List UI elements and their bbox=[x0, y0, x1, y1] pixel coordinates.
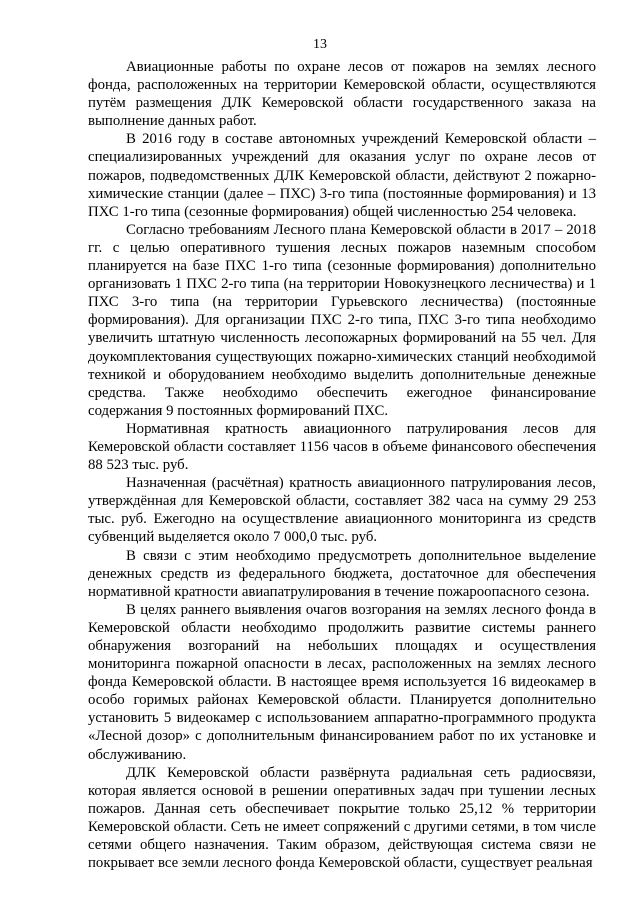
paragraph-federal-funding: В связи с этим необходимо предусмотреть дополнительное выделение денежных средств из федерального бюджета, достаточное для обеспечения нормативной кратности авиапатрулирования в течение пожароопасного сезона. bbox=[88, 547, 596, 600]
document-body bbox=[88, 58, 596, 872]
page-number: 13 bbox=[313, 37, 327, 52]
paragraph-early-detection-cameras: В целях раннего выявления очагов возгорания на землях лесного фонда в Кемеровской области необходимо продолжить развитие системы раннего обнаружения возгораний на небольших площадях и осуществления мониторинга пожарной опасности в лесах, расположенных на землях лесного фонда Кемеровской области. В настоящее время используется 16 видеокамер в особо горимых районах Кемеровской области. Планируется дополнительно установить 5 видеокамер с использованием аппаратно-программного продукта «Лесной дозор» с дополнительным финансированием работ по их установке и обслуживанию. bbox=[88, 601, 596, 763]
paragraph-radio-network: ДЛК Кемеровской области развёрнута радиальная сеть радиосвязи, которая является основой в решении оперативных задач при тушении лесных пожаров. Данная сеть обеспечивает покрытие только 25,12 % территории Кемеровской области. Сеть не имеет сопряжений с другими сетями, в том числе сетями общего назначения. Таким образом, действующая система связи не покрывает все земли лесного фонда Кемеровской области, существует реальная bbox=[88, 764, 596, 872]
paragraph-assigned-patrol-frequency: Назначенная (расчётная) кратность авиационного патрулирования лесов, утверждённая для Кемеровской области, составляет 382 часа на сумму 29 253 тыс. руб. Ежегодно на осуществление авиационного мониторинга из средств субвенций выделяется около 7 000,0 тыс. руб. bbox=[88, 475, 596, 546]
paragraph-forest-plan-requirements: Согласно требованиям Лесного плана Кемеровской области в 2017 – 2018 гг. с целью оперативного тушения лесных пожаров наземным способом планируется на базе ПХС 1-го типа (сезонные формирования) дополнительно организовать 1 ПХС 2-го типа (на территории Новокузнецкого лесничества) и 1 ПХС 3-го типа (на территории Гурьевского лесничества) (постоянные формирования). Для организации ПХС 2-го типа, ПХС 3-го типа необходимо увеличить штатную численность лесопожарных формирований на 55 чел. Для доукомплектования существующих пожарно-химических станций необходимой техникой и оборудованием необходимо выделить дополнительные денежные средства. Также необходимо обеспечить ежегодное финансирование содержания 9 постоянных формирований ПХС. bbox=[88, 221, 596, 419]
paragraph-fire-stations-2016: В 2016 году в составе автономных учреждений Кемеровской области – специализированных учреждений для оказания услуг по охране лесов от пожаров, подведомственных ДЛК Кемеровской области, действуют 2 пожарно-химические станции (далее – ПХС) 3-го типа (постоянные формирования) и 13 ПХС 1-го типа (сезонные формирования) общей численностью 254 человека. bbox=[88, 131, 596, 220]
paragraph-aviation-works: Авиационные работы по охране лесов от пожаров на землях лесного фонда, расположенных на территории Кемеровской области, осуществляются путём размещения ДЛК Кемеровской области государственного заказа на выполнение данных работ. bbox=[88, 59, 596, 130]
paragraph-normative-patrol-frequency: Нормативная кратность авиационного патрулирования лесов для Кемеровской области составляет 1156 часов в объеме финансового обеспечения 88 523 тыс. руб. bbox=[88, 420, 596, 474]
